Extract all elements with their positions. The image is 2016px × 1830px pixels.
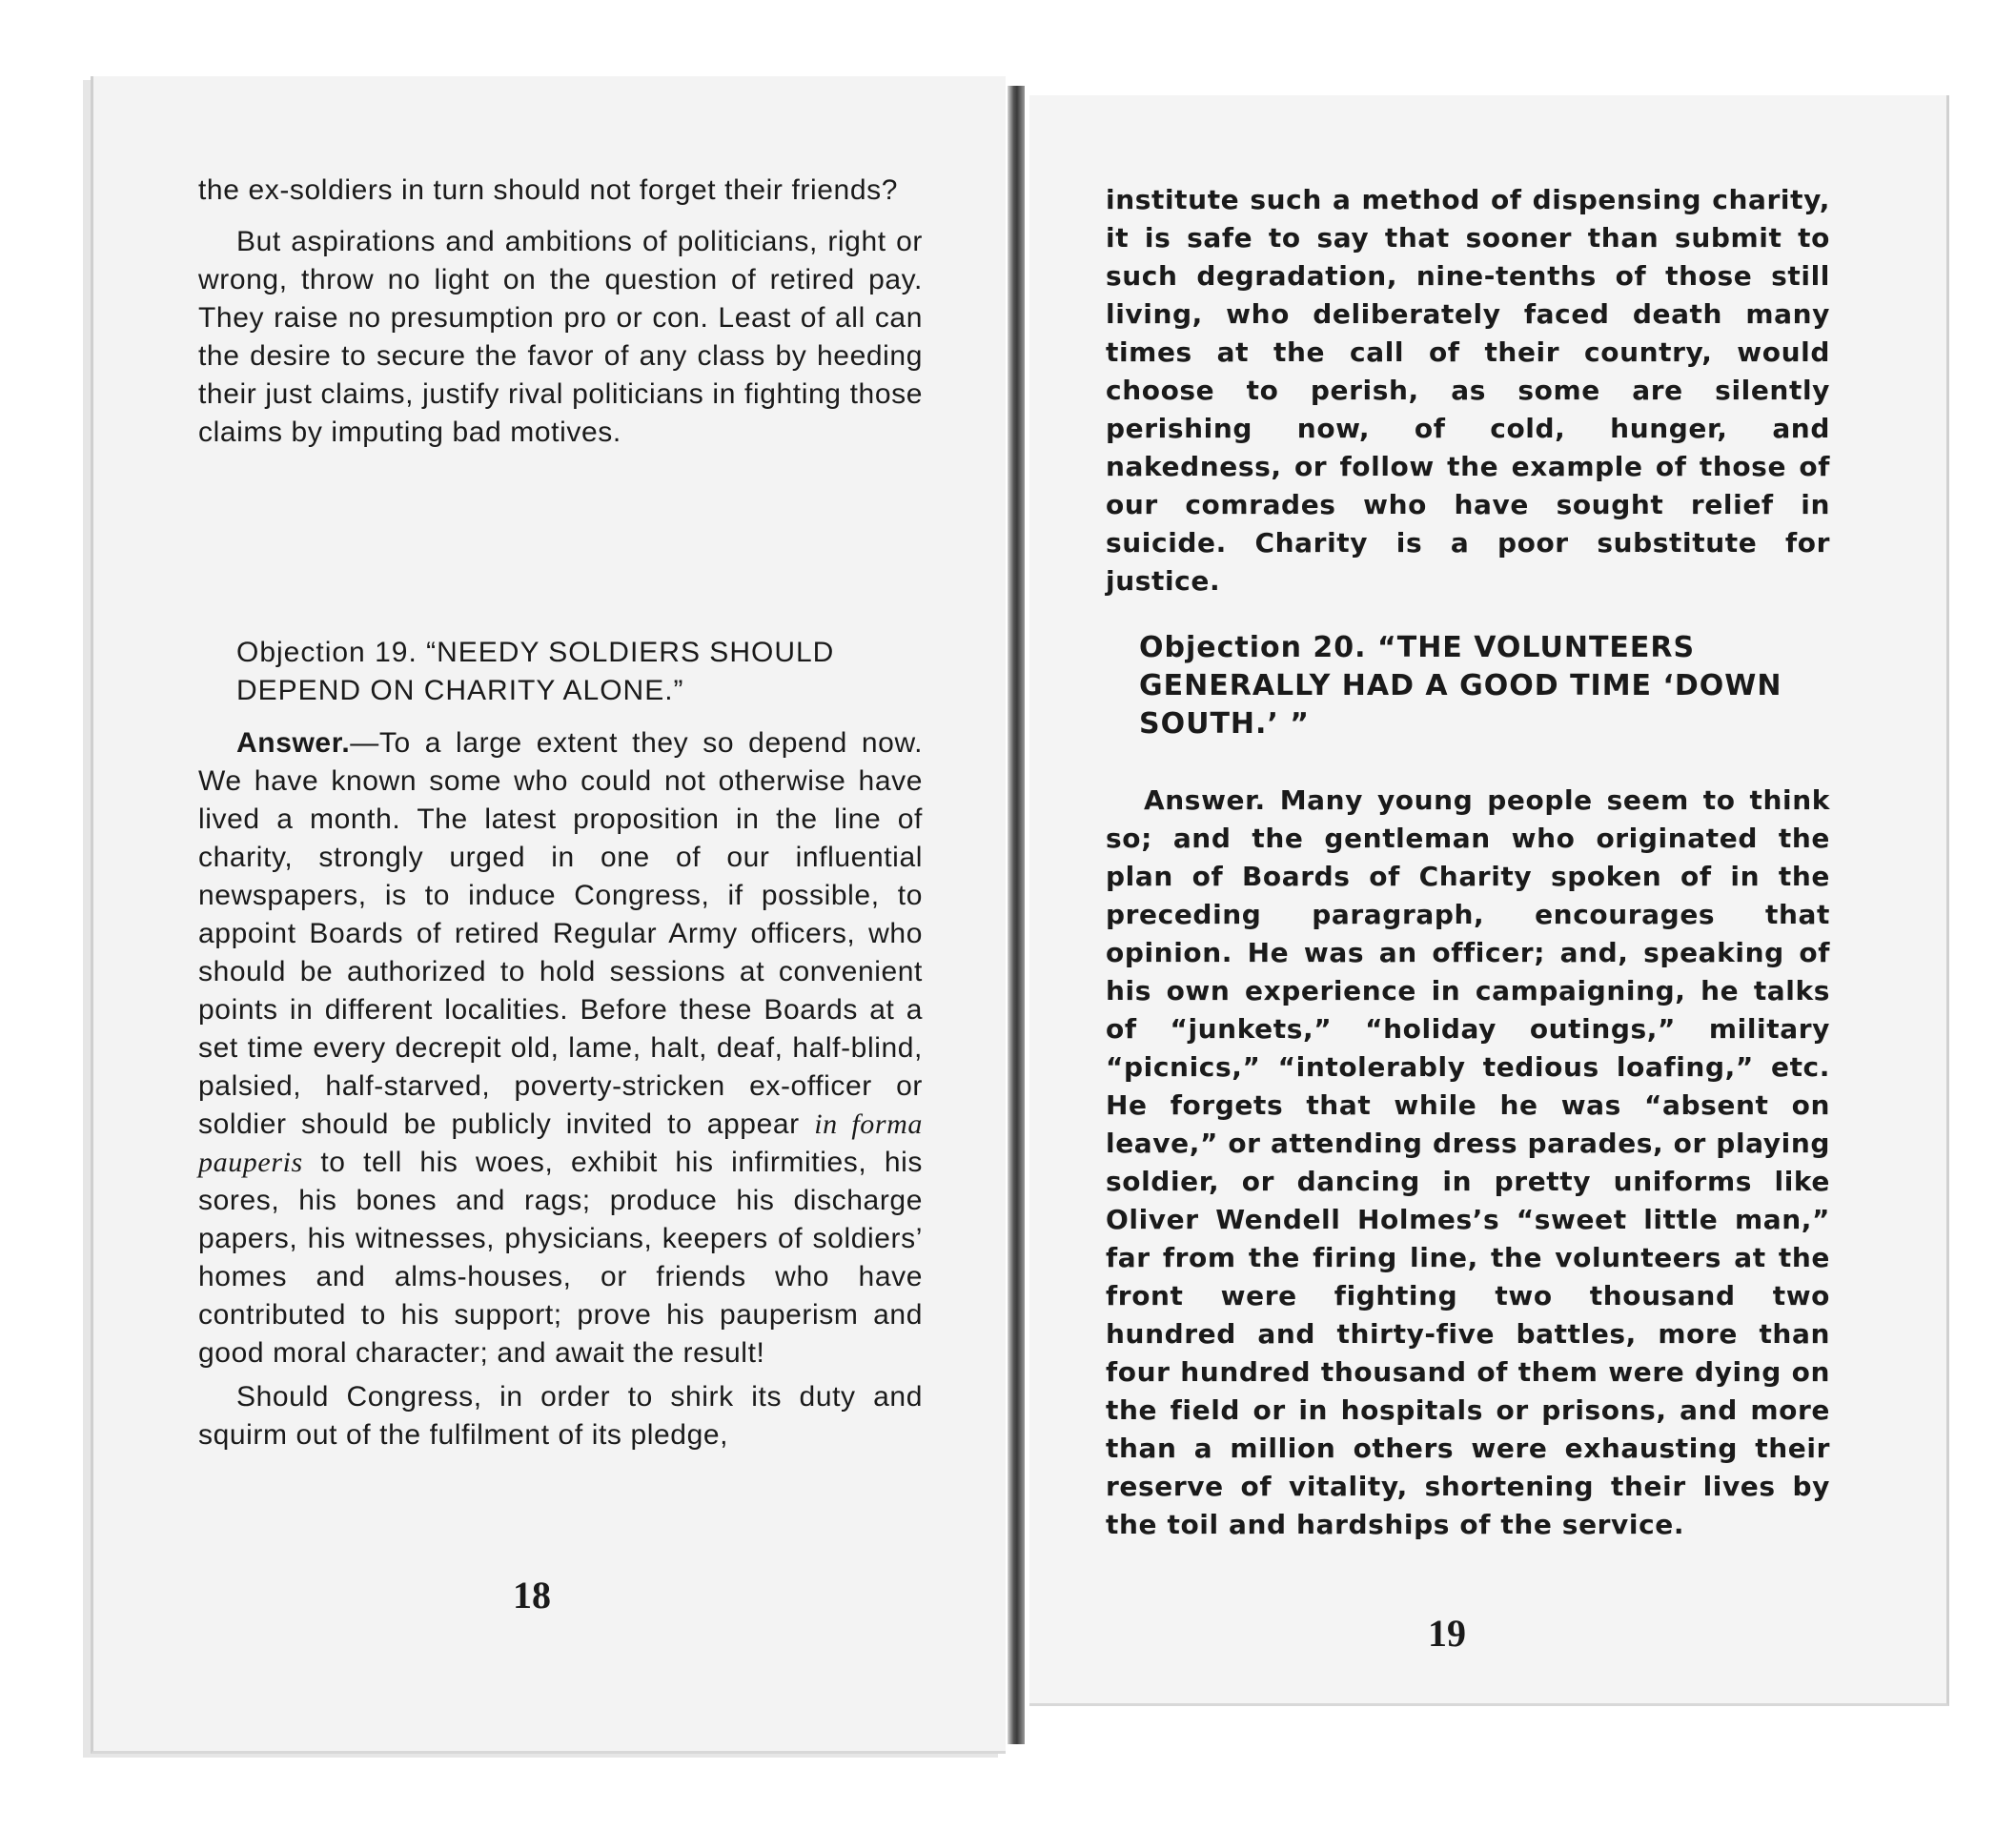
right-opening-paragraph: institute such a method of dispensing charity, it is safe to say that sooner than submit to such degradation, nine-tenths of those still living, who deliberately faced death many times at the call of their country, would choose to perish, as some are silently perishing now, of cold, hunger, and nakedness, or follow the example of those of our comrades who have sought relief in suicide. Charity is a poor substitute for justice. (1106, 184, 1830, 597)
answer-text-right: Many young people seem to think so; and the gentleman who originated the plan of Boards of Charity spoken of in the preceding paragraph, encourages that opinion. He was an officer; and, speaking of his own experience in campaigning, he talks of “junkets,” “holiday outings,” military “picnics,” “intolerably tedious loafing,” etc. He forgets that while he was “absent on leave,” or attending dress parades, or playing soldier, or dancing in pretty uniforms like Oliver Wendell Holmes’s “sweet little man,” far from the firing line, the volunteers at the front were fighting two thousand two hundred and thirty-five battles, more than four hundred thousand of them were dying on the field or in hospitals or prisons, and more than a million others were exhausting their reserve of vitality, shortening their lives by the toil and hardships of the service. (1106, 784, 1830, 1540)
objection-19-heading: Objection 19. “NEEDY SOLDIERS SHOULD DEPEND ON CHARITY ALONE.” (236, 637, 835, 706)
book-spread (91, 76, 1949, 1754)
left-page-text (198, 172, 923, 452)
left-closing-paragraph: Should Congress, in order to shirk its duty and squirm out of the fulfilment of its pledge, (198, 1381, 923, 1451)
page-number-18: 18 (513, 1574, 551, 1616)
left-page (91, 76, 1006, 1754)
left-answer-block (198, 724, 923, 1454)
book-gutter (1008, 86, 1025, 1744)
page-number-19: 19 (1428, 1612, 1466, 1655)
answer-italic-phrase: in forma pauperis (198, 1108, 923, 1178)
answer-label: Answer. (236, 727, 351, 759)
answer-label-right: Answer. (1144, 784, 1266, 816)
right-answer-block (1106, 782, 1830, 1544)
answer-text-part-2: to tell his woes, exhibit his infirmities, his sores, his bones and rags; produce his discharge papers, his witnesses, physicians, keepers of soldiers’ homes and alms-houses, or friends who have contributed to his support; prove his pauperism and good moral character; and await the result! (198, 1147, 923, 1369)
right-page (1029, 95, 1949, 1706)
left-paragraph-2: But aspirations and ambitions of politicians, right or wrong, throw no light on the question of retired pay. They raise no presumption pro or con. Least of all can the desire to secure the favor of any class by heeding their just claims, justify rival politicians in fighting those claims by imputing bad motives. (198, 226, 923, 448)
left-opening-paragraph: the ex-soldiers in turn should not forget their friends? (198, 174, 898, 206)
objection-20-heading: Objection 20. “THE VOLUNTEERS GENERALLY HAD A GOOD TIME ‘DOWN SOUTH.’ ” (1139, 631, 1782, 741)
answer-text-part-1: —To a large extent they so depend now. We have known some who could not otherwise have lived a month. The latest proposition in the line of charity, strongly urged in one of our influential newspapers, is to induce Congress, if possible, to appoint Boards of retired Regular Army officers, who should be authorized to hold sessions at convenient points in different localities. Before these Boards at a set time every decrepit old, lame, halt, deaf, half-blind, palsied, half-starved, poverty-stricken ex-officer or soldier should be publicly invited to appear (198, 727, 923, 1140)
